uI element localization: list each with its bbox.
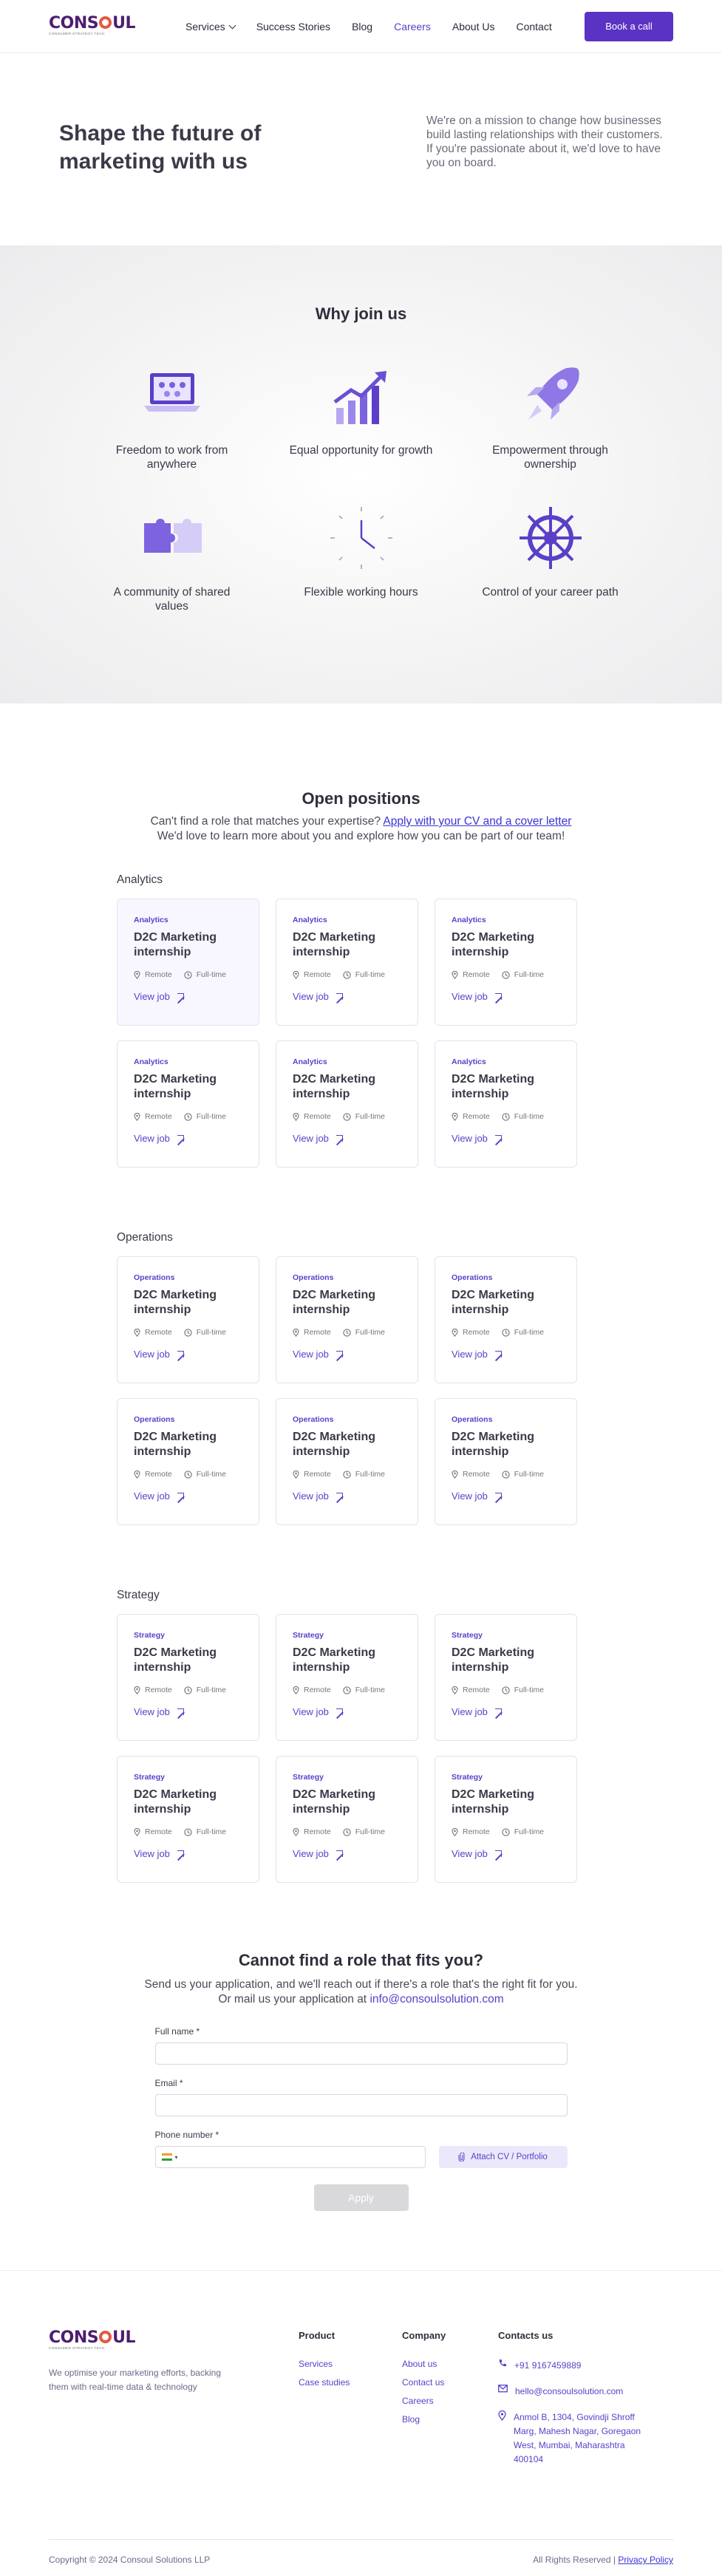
clock-icon xyxy=(502,1113,510,1121)
footer-link-case-studies[interactable]: Case studies xyxy=(299,2377,350,2388)
view-job-link[interactable]: View job xyxy=(452,1490,560,1502)
job-card[interactable] xyxy=(117,1756,259,1883)
view-job-link[interactable]: View job xyxy=(452,1848,560,1859)
ship-wheel-icon xyxy=(514,501,588,575)
clock-icon xyxy=(184,1113,192,1121)
apply-subtitle: Send us your application, and we'll reach out if there's a role that's the right fit for you. Or mail us your application at info@consoulsolution.com xyxy=(144,1978,578,2006)
job-department-tag: Analytics xyxy=(134,1057,168,1066)
apply-title: Cannot find a role that fits you? xyxy=(238,1951,484,1969)
job-title: D2C Marketing internship xyxy=(452,1073,535,1100)
view-job-link[interactable]: View job xyxy=(134,1848,242,1859)
job-department-tag: Strategy xyxy=(134,1631,166,1640)
job-title: D2C Marketing internship xyxy=(293,931,376,958)
footer-contacts-title: Contacts us xyxy=(498,2330,554,2341)
footer-link-careers[interactable]: Careers xyxy=(402,2396,434,2406)
job-type: Full-time xyxy=(502,1470,544,1479)
clock-icon xyxy=(343,1828,351,1836)
job-card[interactable] xyxy=(117,1614,259,1741)
arrow-up-right-icon xyxy=(336,1135,343,1142)
clock-icon xyxy=(343,1329,351,1337)
job-title: D2C Marketing internship xyxy=(134,1289,217,1316)
job-department-tag: Operations xyxy=(293,1273,334,1282)
location-pin-icon xyxy=(293,1471,299,1479)
job-department-tag: Strategy xyxy=(452,1631,483,1640)
job-department-tag: Analytics xyxy=(293,1057,327,1066)
arrow-up-right-icon xyxy=(177,1351,184,1357)
job-card[interactable] xyxy=(276,1614,418,1741)
view-job-link[interactable]: View job xyxy=(293,1706,401,1717)
job-location: Remote xyxy=(293,970,331,979)
job-type: Full-time xyxy=(502,1827,544,1836)
puzzle-icon xyxy=(135,501,209,575)
nav-item-contact[interactable]: Contact xyxy=(516,20,552,33)
arrow-up-right-icon xyxy=(495,1708,502,1715)
job-type: Full-time xyxy=(343,1470,385,1479)
footer-bottom: Copyright © 2024 Consoul Solutions LLP All Rights Reserved | Privacy Policy xyxy=(49,2539,673,2569)
job-type: Full-time xyxy=(502,970,544,979)
location-pin-icon xyxy=(134,1471,140,1479)
view-job-link[interactable]: View job xyxy=(452,991,560,1002)
job-card[interactable] xyxy=(276,1756,418,1883)
full-name-field[interactable] xyxy=(155,2042,568,2065)
mail-icon xyxy=(498,2385,508,2393)
job-location: Remote xyxy=(452,1686,490,1694)
clock-icon xyxy=(184,1828,192,1836)
job-location: Remote xyxy=(452,1112,490,1121)
clock-icon xyxy=(502,1686,510,1694)
arrow-up-right-icon xyxy=(336,993,343,1000)
nav-links xyxy=(185,21,552,33)
clock-icon xyxy=(502,1828,510,1836)
why-item: A community of shared values xyxy=(78,501,267,613)
job-department-tag: Operations xyxy=(134,1415,175,1424)
job-type: Full-time xyxy=(502,1112,544,1121)
location-pin-icon xyxy=(452,1828,458,1836)
arrow-up-right-icon xyxy=(336,1493,343,1499)
hero-section xyxy=(0,53,722,245)
why-item: Empowerment through ownership xyxy=(456,359,645,471)
growth-chart-icon xyxy=(324,359,398,433)
footer-address: Anmol B, 1304, Govindji Shroff Marg, Mahesh Nagar, Goregaon West, Mumbai, Maharashtra 400104 xyxy=(498,2410,654,2467)
nav-item-services[interactable]: Services xyxy=(185,21,235,33)
clock-icon xyxy=(184,1686,192,1694)
mail-link[interactable]: info@consoulsolution.com xyxy=(369,1993,504,2006)
arrow-up-right-icon xyxy=(495,1135,502,1142)
department-strategy xyxy=(0,1589,722,1883)
job-department-tag: Strategy xyxy=(293,1631,324,1640)
arrow-up-right-icon xyxy=(177,993,184,1000)
footer-phone[interactable]: +91 9167459889 xyxy=(498,2359,654,2373)
open-positions-section xyxy=(0,703,722,1883)
job-type: Full-time xyxy=(343,1112,385,1121)
clock-icon xyxy=(502,971,510,979)
footer-company-title: Company xyxy=(402,2330,446,2341)
footer-link-services[interactable]: Services xyxy=(299,2359,333,2369)
location-pin-icon xyxy=(134,971,140,979)
india-flag-icon[interactable] xyxy=(162,2153,172,2161)
department-analytics xyxy=(0,873,722,1168)
email-label: Email * xyxy=(154,2078,183,2088)
job-type: Full-time xyxy=(184,1470,226,1479)
job-title: D2C Marketing internship xyxy=(134,1431,217,1458)
view-job-link[interactable]: View job xyxy=(293,1490,401,1502)
job-title: D2C Marketing internship xyxy=(134,931,217,958)
job-location: Remote xyxy=(134,1328,172,1337)
job-card[interactable] xyxy=(276,1398,418,1525)
clock-icon xyxy=(184,971,192,979)
phone-label: Phone number * xyxy=(154,2130,219,2140)
view-job-link[interactable]: View job xyxy=(293,1133,401,1144)
footer-email[interactable]: hello@consoulsolution.com xyxy=(498,2385,654,2399)
nav-item-careers[interactable]: Careers xyxy=(394,20,431,33)
job-title: D2C Marketing internship xyxy=(293,1289,376,1316)
job-location: Remote xyxy=(293,1470,331,1479)
nav-item-about-us[interactable]: About Us xyxy=(452,20,495,33)
job-card[interactable] xyxy=(117,899,259,1026)
view-job-link[interactable]: View job xyxy=(452,1133,560,1144)
clock-icon xyxy=(343,1113,351,1121)
hero-title: Shape the future of marketing with us xyxy=(59,121,262,174)
positions-title: Open positions xyxy=(302,789,420,808)
chevron-down-icon: ▾ xyxy=(174,2153,178,2161)
arrow-up-right-icon xyxy=(336,1850,343,1857)
location-pin-icon xyxy=(293,1686,299,1694)
location-pin-icon xyxy=(134,1329,140,1337)
why-title: Why join us xyxy=(315,304,407,323)
job-location: Remote xyxy=(293,1112,331,1121)
job-title: D2C Marketing internship xyxy=(452,1788,535,1816)
footer-link-about[interactable]: About us xyxy=(402,2359,437,2369)
top-nav xyxy=(0,0,722,53)
book-call-button[interactable]: Book a call xyxy=(585,12,673,41)
why-item: Equal opportunity for growth xyxy=(267,359,456,471)
job-title: D2C Marketing internship xyxy=(452,1431,535,1458)
location-pin-icon xyxy=(293,971,299,979)
job-card[interactable] xyxy=(435,1756,577,1883)
clock-icon xyxy=(343,1686,351,1694)
job-card[interactable] xyxy=(117,1256,259,1383)
job-location: Remote xyxy=(293,1827,331,1836)
why-item: Freedom to work from anywhere xyxy=(78,359,267,471)
copyright: Copyright © 2024 Consoul Solutions LLP xyxy=(49,2555,211,2565)
job-title: D2C Marketing internship xyxy=(452,931,535,958)
department-title: Strategy xyxy=(117,1589,160,1601)
paperclip-icon xyxy=(458,2153,465,2161)
clock-icon xyxy=(502,1471,510,1479)
clock-icon xyxy=(324,501,398,575)
footer xyxy=(0,2270,722,2576)
job-card[interactable] xyxy=(117,1398,259,1525)
phone-field[interactable] xyxy=(155,2146,426,2168)
arrow-up-right-icon xyxy=(495,1351,502,1357)
attach-cv-button[interactable]: Attach CV / Portfolio xyxy=(439,2146,568,2168)
clock-icon xyxy=(502,1329,510,1337)
arrow-up-right-icon xyxy=(177,1493,184,1499)
location-pin-icon xyxy=(134,1686,140,1694)
job-department-tag: Strategy xyxy=(452,1773,483,1782)
clock-icon xyxy=(184,1471,192,1479)
job-department-tag: Analytics xyxy=(452,916,486,924)
job-card[interactable] xyxy=(276,899,418,1026)
view-job-link[interactable]: View job xyxy=(134,1349,242,1360)
job-location: Remote xyxy=(134,1112,172,1121)
general-application-section xyxy=(0,1883,722,2211)
why-item: Control of your career path xyxy=(456,501,645,613)
job-title: D2C Marketing internship xyxy=(293,1788,376,1816)
laptop-icon xyxy=(135,359,209,433)
view-job-link[interactable]: View job xyxy=(293,1848,401,1859)
job-location: Remote xyxy=(134,1470,172,1479)
job-department-tag: Analytics xyxy=(134,916,168,924)
location-pin-icon xyxy=(293,1113,299,1121)
job-type: Full-time xyxy=(184,1112,226,1121)
arrow-up-right-icon xyxy=(336,1351,343,1357)
view-job-link[interactable]: View job xyxy=(293,991,401,1002)
email-field[interactable] xyxy=(155,2094,568,2116)
job-department-tag: Operations xyxy=(293,1415,334,1424)
view-job-link[interactable]: View job xyxy=(134,1490,242,1502)
job-card[interactable] xyxy=(435,899,577,1026)
job-department-tag: Operations xyxy=(452,1415,493,1424)
job-title: D2C Marketing internship xyxy=(293,1646,376,1674)
view-job-link[interactable]: View job xyxy=(452,1349,560,1360)
job-department-tag: Strategy xyxy=(134,1773,166,1782)
view-job-link[interactable]: View job xyxy=(134,1133,242,1144)
apply-button[interactable]: Apply xyxy=(314,2184,409,2211)
rocket-icon xyxy=(514,359,588,433)
brand-logo[interactable]: CONS UL CONSUMER STRATEGY TECH xyxy=(49,14,135,37)
location-pin-icon xyxy=(134,1113,140,1121)
job-title: D2C Marketing internship xyxy=(293,1431,376,1458)
footer-about: We optimise your marketing efforts, backing them with real-time data & technology xyxy=(49,2367,221,2392)
chevron-down-icon xyxy=(228,21,236,29)
clock-icon xyxy=(343,1471,351,1479)
clock-icon xyxy=(184,1329,192,1337)
job-type: Full-time xyxy=(343,1827,385,1836)
job-card[interactable] xyxy=(435,1614,577,1741)
department-operations xyxy=(0,1231,722,1525)
job-department-tag: Analytics xyxy=(452,1057,486,1066)
job-title: D2C Marketing internship xyxy=(293,1073,376,1100)
job-card[interactable] xyxy=(276,1040,418,1168)
apply-cv-link[interactable]: Apply with your CV and a cover letter xyxy=(383,815,572,828)
why-join-section xyxy=(0,245,722,703)
location-pin-icon xyxy=(498,2410,506,2421)
job-type: Full-time xyxy=(184,1328,226,1337)
application-form xyxy=(155,2026,568,2211)
job-location: Remote xyxy=(293,1686,331,1694)
clock-icon xyxy=(343,971,351,979)
job-type: Full-time xyxy=(184,1827,226,1836)
footer-link-blog[interactable]: Blog xyxy=(402,2414,420,2425)
location-pin-icon xyxy=(293,1329,299,1337)
job-type: Full-time xyxy=(343,1328,385,1337)
view-job-link[interactable]: View job xyxy=(293,1349,401,1360)
job-location: Remote xyxy=(293,1328,331,1337)
arrow-up-right-icon xyxy=(495,1493,502,1499)
location-pin-icon xyxy=(452,1686,458,1694)
why-item: Flexible working hours xyxy=(267,501,456,613)
job-type: Full-time xyxy=(343,1686,385,1694)
job-location: Remote xyxy=(452,1470,490,1479)
job-card[interactable] xyxy=(435,1256,577,1383)
job-location: Remote xyxy=(134,970,172,979)
view-job-link[interactable]: View job xyxy=(452,1706,560,1717)
arrow-up-right-icon xyxy=(495,993,502,1000)
location-pin-icon xyxy=(452,1329,458,1337)
department-title: Operations xyxy=(117,1231,173,1244)
job-department-tag: Operations xyxy=(134,1273,175,1282)
arrow-up-right-icon xyxy=(177,1850,184,1857)
job-type: Full-time xyxy=(184,970,226,979)
job-department-tag: Operations xyxy=(452,1273,493,1282)
department-title: Analytics xyxy=(117,873,163,886)
arrow-up-right-icon xyxy=(495,1850,502,1857)
nav-item-success-stories[interactable]: Success Stories xyxy=(256,20,331,33)
positions-subtitle: Can't find a role that matches your expertise? Apply with your CV and a cover letter We'd love to learn more about you and explore how you can be part of our team! xyxy=(150,815,572,842)
job-location: Remote xyxy=(452,970,490,979)
location-pin-icon xyxy=(452,1113,458,1121)
nav-item-blog[interactable]: Blog xyxy=(352,20,373,33)
full-name-label: Full name * xyxy=(154,2026,200,2037)
arrow-up-right-icon xyxy=(177,1135,184,1142)
job-type: Full-time xyxy=(343,970,385,979)
hero-text: We're on a mission to change how businesses build lasting relationships with their customers. If you're passionate about it, we'd love to have you on board. xyxy=(426,115,663,169)
privacy-policy-link[interactable]: Privacy Policy xyxy=(618,2555,673,2565)
job-card[interactable] xyxy=(276,1256,418,1383)
location-pin-icon xyxy=(134,1828,140,1836)
footer-product-title: Product xyxy=(299,2330,336,2341)
arrow-up-right-icon xyxy=(177,1708,184,1715)
job-title: D2C Marketing internship xyxy=(452,1289,535,1316)
view-job-link[interactable]: View job xyxy=(134,991,242,1002)
job-title: D2C Marketing internship xyxy=(134,1646,217,1674)
location-pin-icon xyxy=(452,1471,458,1479)
location-pin-icon xyxy=(452,971,458,979)
job-department-tag: Analytics xyxy=(293,916,327,924)
job-department-tag: Strategy xyxy=(293,1773,324,1782)
view-job-link[interactable]: View job xyxy=(134,1706,242,1717)
footer-link-contact[interactable]: Contact us xyxy=(402,2377,445,2388)
job-type: Full-time xyxy=(184,1686,226,1694)
job-type: Full-time xyxy=(502,1686,544,1694)
job-location: Remote xyxy=(452,1328,490,1337)
job-title: D2C Marketing internship xyxy=(134,1788,217,1816)
job-card[interactable] xyxy=(435,1040,577,1168)
job-location: Remote xyxy=(134,1686,172,1694)
job-card[interactable] xyxy=(117,1040,259,1168)
job-type: Full-time xyxy=(502,1328,544,1337)
job-title: D2C Marketing internship xyxy=(134,1073,217,1100)
job-location: Remote xyxy=(452,1827,490,1836)
job-title: D2C Marketing internship xyxy=(452,1646,535,1674)
job-location: Remote xyxy=(134,1827,172,1836)
job-card[interactable] xyxy=(435,1398,577,1525)
location-pin-icon xyxy=(293,1828,299,1836)
footer-logo[interactable]: CONS UL CONSUMER STRATEGY TECH xyxy=(49,2328,135,2351)
phone-icon xyxy=(498,2359,507,2368)
arrow-up-right-icon xyxy=(336,1708,343,1715)
